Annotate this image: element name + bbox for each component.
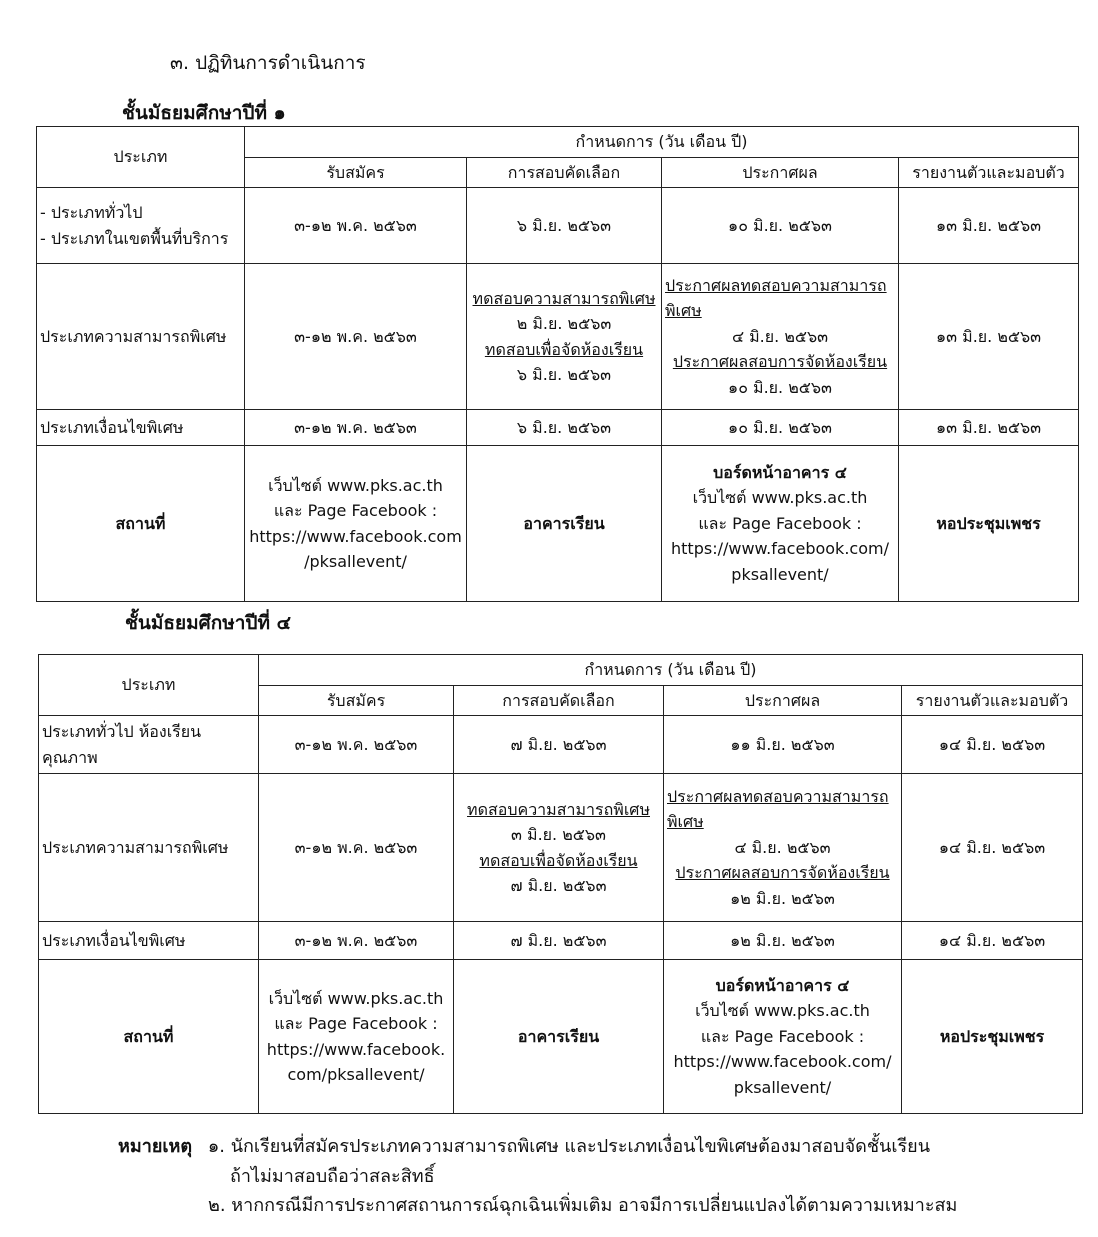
table-row [37,410,1079,446]
header-report: รายงานตัวและมอบตัว [902,685,1083,716]
venue-line: https://www.facebook.com/ [673,1052,892,1072]
announce-class-date: ๑๒ มิ.ย. ๒๕๖๓ [730,889,835,909]
cell-exam: ๖ มิ.ย. ๒๕๖๓ [467,410,662,446]
notes [118,1132,1078,1221]
cell-announce: ๑๑ มิ.ย. ๒๕๖๓ [664,716,902,774]
cell-announce: ๑๐ มิ.ย. ๒๕๖๓ [662,410,899,446]
venue-line: และ Page Facebook : [698,513,862,533]
section-title: ๓. ปฏิทินการดำเนินการ [170,52,366,74]
note-item-1: ๑. นักเรียนที่สมัครประเภทความสามารถพิเศษ และประเภทเงื่อนไขพิเศษต้องมาสอบจัดชั้นเรียน [207,1136,931,1157]
announce-test-label: ประกาศผลทดสอบความสามารถ [667,786,889,806]
venue-line: เว็บไซต์ www.pks.ac.th [692,488,868,508]
row-type-conditional: ประเภทเงื่อนไขพิเศษ [39,922,259,960]
announce-test-date: ๔ มิ.ย. ๒๕๖๓ [734,837,831,857]
cell-announce: ๑๒ มิ.ย. ๒๕๖๓ [664,922,902,960]
cell-apply: ๓-๑๒ พ.ค. ๒๕๖๓ [245,264,467,410]
header-type: ประเภท [37,127,245,188]
table-row [37,264,1079,410]
cell-announce [664,774,902,922]
venue-board: บอร์ดหน้าอาคาร ๔ [715,975,850,995]
venue-line: เว็บไซต์ www.pks.ac.th [268,475,443,495]
exam-test-date: ๒ มิ.ย. ๒๕๖๓ [516,314,612,334]
table-row [37,446,1079,602]
cell-report: ๑๔ มิ.ย. ๒๕๖๓ [902,922,1083,960]
cell-exam [467,264,662,410]
row-type-special: ประเภทความสามารถพิเศษ [37,264,245,410]
exam-class-date: ๗ มิ.ย. ๒๕๖๓ [510,876,607,896]
cell-report-venue: หอประชุมเพชร [902,960,1083,1114]
header-type: ประเภท [39,655,259,716]
exam-test-date: ๓ มิ.ย. ๒๕๖๓ [511,825,606,845]
exam-class-label: ทดสอบเพื่อจัดห้องเรียน [479,850,638,870]
row-type-general [39,716,259,774]
row-type-venue: สถานที่ [39,960,259,1114]
header-announce: ประกาศผล [664,685,902,716]
venue-line: https://www.facebook. [266,1039,446,1059]
announce-class-label: ประกาศผลสอบการจัดห้องเรียน [675,863,890,883]
exam-test-label: ทดสอบความสามารถพิเศษ [467,799,650,819]
row-type-conditional: ประเภทเงื่อนไขพิเศษ [37,410,245,446]
header-announce: ประกาศผล [662,157,899,188]
cell-exam [454,774,664,922]
announce-class-label: ประกาศผลสอบการจัดห้องเรียน [672,352,888,372]
row-type-special: ประเภทความสามารถพิเศษ [39,774,259,922]
cell-report: ๑๔ มิ.ย. ๒๕๖๓ [902,774,1083,922]
venue-line: pksallevent/ [731,565,829,585]
header-schedule: กำหนดการ (วัน เดือน ปี) [245,127,1079,158]
exam-test-label: ทดสอบความสามารถพิเศษ [472,288,656,308]
cell-apply-venue [259,960,454,1114]
cell-exam: ๗ มิ.ย. ๒๕๖๓ [454,716,664,774]
type-line: - ประเภทในเขตพื้นที่บริการ [40,228,229,248]
table-row [39,716,1083,774]
venue-board: บอร์ดหน้าอาคาร ๔ [713,462,847,482]
cell-report-venue: หอประชุมเพชร [899,446,1079,602]
cell-report: ๑๓ มิ.ย. ๒๕๖๓ [899,188,1079,264]
table-2-title: ชั้นมัธยมศึกษาปีที่ ๔ [125,612,291,634]
venue-line: และ Page Facebook : [700,1026,865,1046]
venue-line: com/pksallevent/ [287,1065,425,1085]
cell-report: ๑๓ มิ.ย. ๒๕๖๓ [899,410,1079,446]
table-row [37,188,1079,264]
venue-line: /pksallevent/ [304,552,407,572]
cell-announce-venue [664,960,902,1114]
row-type-general [37,188,245,264]
table-1-title: ชั้นมัธยมศึกษาปีที่ ๑ [122,102,286,124]
table-row [39,960,1083,1114]
cell-apply: ๓-๑๒ พ.ค. ๒๕๖๓ [259,774,454,922]
cell-apply-venue [245,446,467,602]
schedule-table-m1 [36,126,1079,602]
cell-announce: ๑๐ มิ.ย. ๒๕๖๓ [662,188,899,264]
header-apply: รับสมัคร [259,685,454,716]
cell-announce [662,264,899,410]
header-schedule: กำหนดการ (วัน เดือน ปี) [259,655,1083,686]
notes-label: หมายเหตุ [118,1136,193,1157]
type-line: - ประเภททั่วไป [40,203,143,223]
cell-apply: ๓-๑๒ พ.ค. ๒๕๖๓ [259,922,454,960]
venue-line: pksallevent/ [733,1078,832,1098]
table-row [39,922,1083,960]
announce-test-label-cont: พิเศษ [667,812,704,832]
exam-class-label: ทดสอบเพื่อจัดห้องเรียน [484,339,644,359]
cell-report: ๑๔ มิ.ย. ๒๕๖๓ [902,716,1083,774]
note-item-1-cont: ถ้าไม่มาสอบถือว่าสละสิทธิ์ [230,1165,435,1187]
type-line: ประเภททั่วไป ห้องเรียน [42,722,202,742]
header-exam: การสอบคัดเลือก [467,157,662,188]
cell-apply: ๓-๑๒ พ.ค. ๒๕๖๓ [245,410,467,446]
note-item-2: ๒. หากกรณีมีการประกาศสถานการณ์ฉุกเฉินเพิ่มเติม อาจมีการเปลี่ยนแปลงได้ตามความเหมาะสม [208,1195,958,1217]
cell-exam-venue: อาคารเรียน [467,446,662,602]
venue-line: https://www.facebook.com [249,526,462,546]
cell-apply: ๓-๑๒ พ.ค. ๒๕๖๓ [245,188,467,264]
exam-class-date: ๖ มิ.ย. ๒๕๖๓ [516,365,612,385]
venue-line: เว็บไซต์ www.pks.ac.th [695,1001,870,1021]
cell-announce-venue [662,446,899,602]
announce-test-label-cont: พิเศษ [665,301,702,321]
venue-line: เว็บไซต์ www.pks.ac.th [268,988,444,1008]
venue-line: https://www.facebook.com/ [671,539,889,559]
cell-report: ๑๓ มิ.ย. ๒๕๖๓ [899,264,1079,410]
schedule-table-m4 [38,654,1083,1114]
cell-exam: ๗ มิ.ย. ๒๕๖๓ [454,922,664,960]
table-row [39,774,1083,922]
header-report: รายงานตัวและมอบตัว [899,157,1079,188]
cell-apply: ๓-๑๒ พ.ค. ๒๕๖๓ [259,716,454,774]
row-type-venue: สถานที่ [37,446,245,602]
announce-test-label: ประกาศผลทดสอบความสามารถ [665,275,887,295]
header-apply: รับสมัคร [245,157,467,188]
cell-exam: ๖ มิ.ย. ๒๕๖๓ [467,188,662,264]
venue-line: และ Page Facebook : [273,501,438,521]
venue-line: และ Page Facebook : [274,1014,438,1034]
announce-class-date: ๑๐ มิ.ย. ๒๕๖๓ [728,378,832,398]
announce-test-date: ๔ มิ.ย. ๒๕๖๓ [731,326,829,346]
cell-exam-venue: อาคารเรียน [454,960,664,1114]
type-line: คุณภาพ [42,747,98,767]
header-exam: การสอบคัดเลือก [454,685,664,716]
